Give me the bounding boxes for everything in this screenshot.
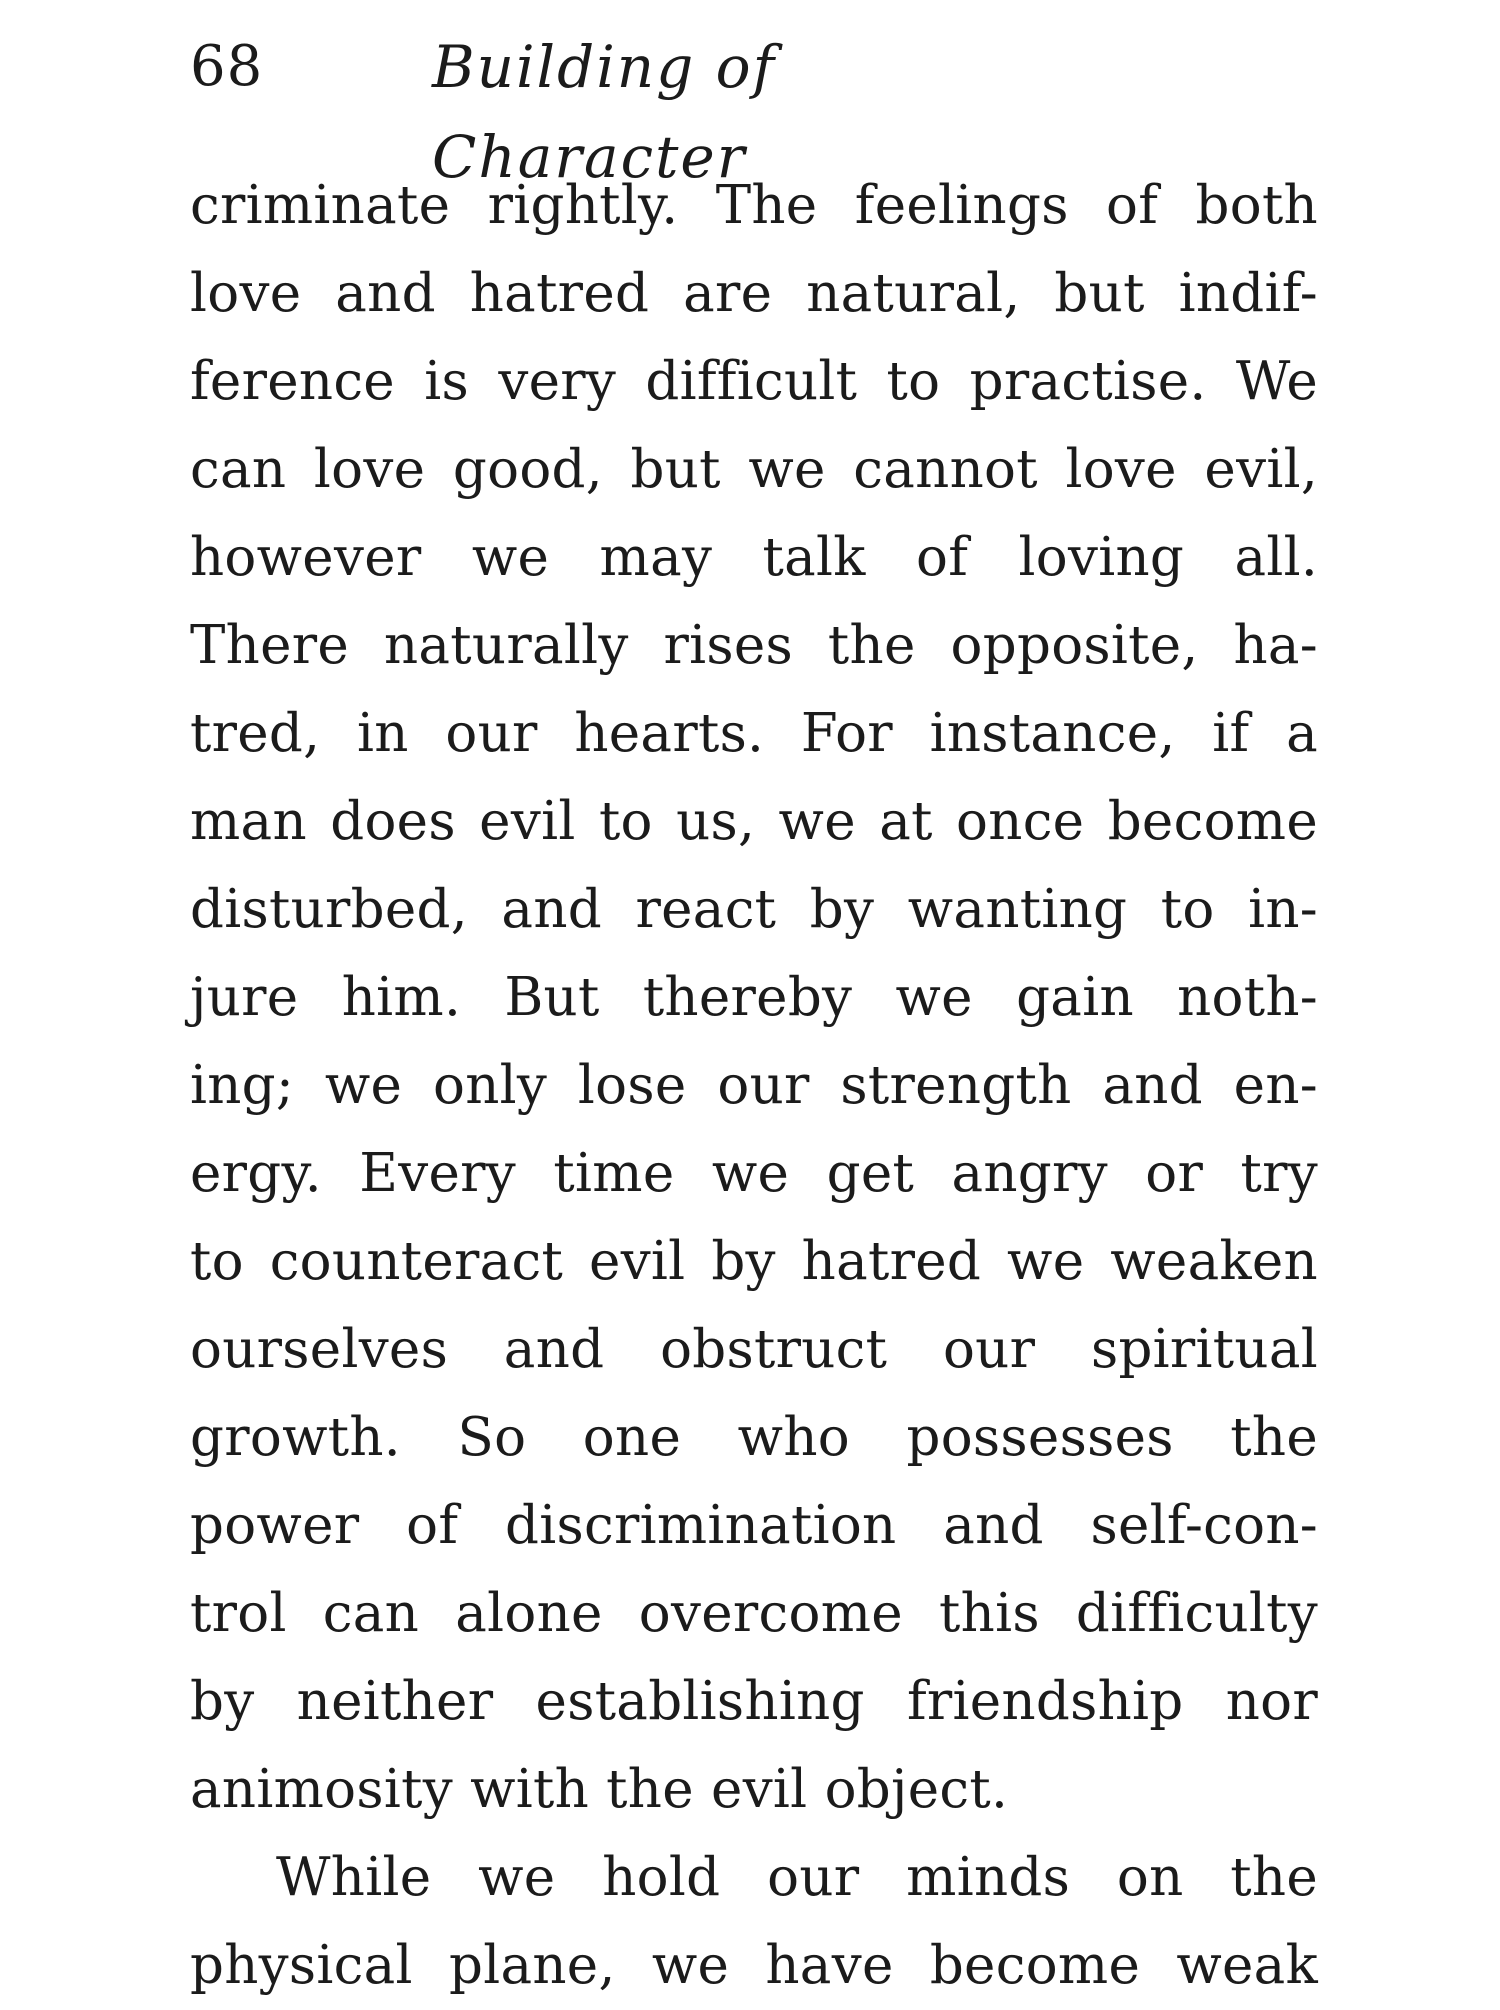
text-line: trol can alone overcome this difficulty — [190, 1583, 1318, 1644]
text-line: animosity with the evil object. — [190, 1759, 1009, 1820]
running-title: Building of Character — [432, 33, 777, 191]
text-line: physical plane, we have become weak — [190, 1935, 1318, 1996]
text-line: ergy. Every time we get angry or try — [190, 1143, 1318, 1204]
text-line: criminate rightly. The feelings of both — [190, 175, 1318, 236]
page-number: 68 — [190, 34, 264, 99]
text-line: love and hatred are natural, but indif- — [190, 263, 1318, 324]
text-line: can love good, but we cannot love evil, — [190, 439, 1318, 500]
text-line: to counteract evil by hatred we weaken — [190, 1231, 1318, 1292]
paragraph-1 — [190, 162, 1318, 1834]
text-line: ourselves and obstruct our spiritual — [190, 1319, 1318, 1380]
text-line: ing; we only lose our strength and en- — [190, 1055, 1318, 1116]
running-head — [190, 22, 1090, 191]
text-line: tred, in our hearts. For instance, if a — [190, 703, 1318, 764]
text-line: however we may talk of loving all. — [190, 527, 1318, 588]
text-line: While we hold our minds on the — [276, 1847, 1318, 1908]
text-line: growth. So one who possesses the — [190, 1407, 1318, 1468]
text-line: by neither establishing friendship nor — [190, 1671, 1318, 1732]
text-line: disturbed, and react by wanting to in- — [190, 879, 1318, 940]
text-line: power of discrimination and self-con- — [190, 1495, 1318, 1556]
text-line: man does evil to us, we at once become — [190, 791, 1318, 852]
text-line: jure him. But thereby we gain noth- — [190, 967, 1318, 1028]
text-line: There naturally rises the opposite, ha- — [190, 615, 1318, 676]
body-text — [190, 162, 1318, 2010]
text-line: ference is very difficult to practise. We — [190, 351, 1318, 412]
paragraph-2 — [190, 1834, 1318, 2010]
